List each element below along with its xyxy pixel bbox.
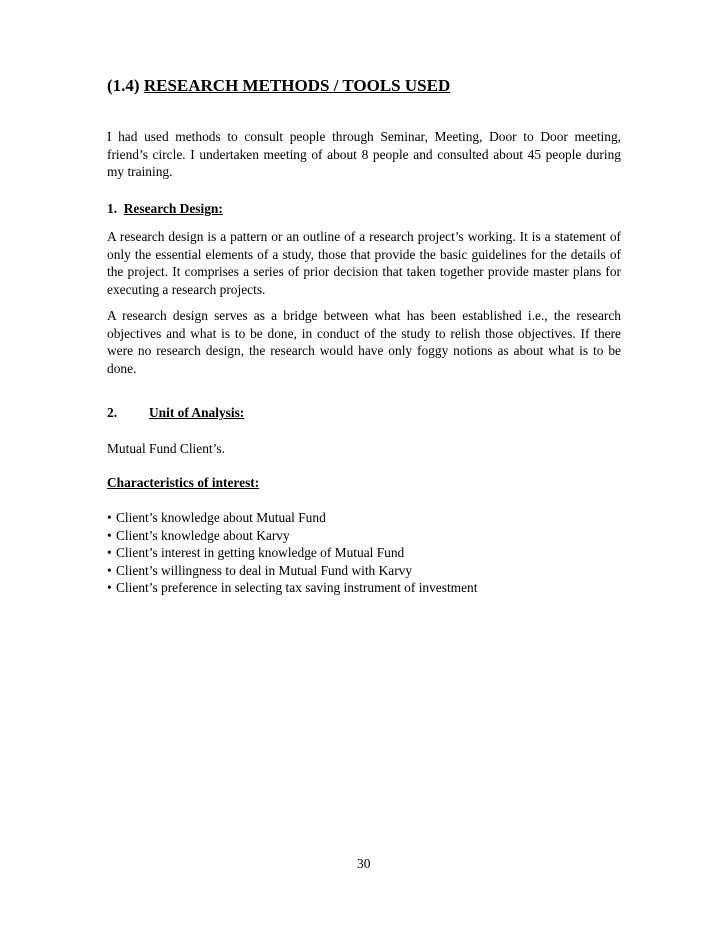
bullet-icon: • <box>107 527 112 543</box>
list-item-text: Client’s knowledge about Mutual Fund <box>116 510 326 525</box>
list-item-text: Client’s willingness to deal in Mutual Fund with Karvy <box>116 562 413 578</box>
list-item <box>107 562 477 580</box>
bullet-icon: • <box>107 562 112 578</box>
unit-of-analysis-number: 2. <box>107 405 118 420</box>
unit-of-analysis-title: Unit of Analysis: <box>149 405 245 420</box>
research-design-heading <box>107 200 223 218</box>
document-page <box>107 0 621 943</box>
list-item <box>107 579 477 597</box>
intro-paragraph: I had used methods to consult people through Seminar, Meeting, Door to Door meeting, friend’s circle. I undertaken meeting of about 8 people and consulted about 45 people during my training. <box>107 129 621 179</box>
research-design-number: 1. <box>107 201 118 216</box>
characteristics-list <box>107 509 477 597</box>
bullet-icon: • <box>107 545 112 560</box>
list-item-text: Client’s knowledge about Karvy <box>116 527 290 543</box>
list-item <box>107 527 477 545</box>
unit-of-analysis-heading <box>107 404 244 422</box>
section-title-text: RESEARCH METHODS / TOOLS USED <box>143 76 451 95</box>
bullet-icon: • <box>107 580 112 595</box>
list-item <box>107 544 477 562</box>
bullet-icon: • <box>107 510 112 525</box>
unit-of-analysis-value: Mutual Fund Client’s. <box>107 441 225 456</box>
characteristics-title: Characteristics of interest: <box>107 475 260 490</box>
research-design-paragraph-1: A research design is a pattern or an outline of a research project’s working. It is a statement of only the essential elements of a study, those that provide the basic guidelines for the details of the project. It comprises a series of prior decision that taken together provide master plans for executing a research projects. <box>107 229 621 297</box>
characteristics-heading <box>107 474 259 492</box>
research-design-title: Research Design: <box>123 201 223 216</box>
research-design-paragraph-2: A research design serves as a bridge between what has been established i.e., the research objectives and what is to be done, in conduct of the study to relish those objectives. If there were no research design, the research would have only foggy notions as about what is to be done. <box>107 308 621 376</box>
list-item <box>107 509 477 527</box>
page-number: 30 <box>357 856 371 871</box>
list-item-text: Client’s preference in selecting tax saving instrument of investment <box>116 580 478 595</box>
list-item-text: Client’s interest in getting knowledge of Mutual Fund <box>116 545 405 560</box>
section-title <box>107 76 450 96</box>
section-number: (1.4) <box>107 76 140 95</box>
